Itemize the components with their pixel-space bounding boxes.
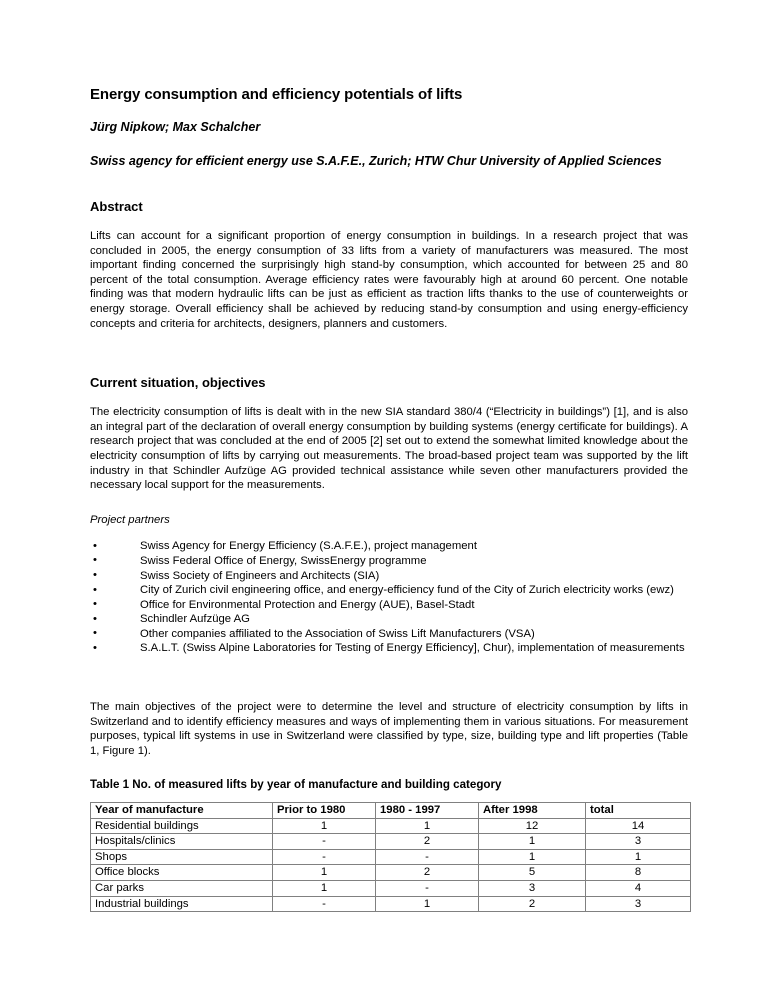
- table-body: [91, 818, 691, 912]
- table-row: [91, 834, 691, 850]
- cell-prior-1980: -: [273, 896, 376, 912]
- bullet-icon: •: [93, 598, 97, 611]
- list-item: [90, 554, 688, 569]
- cell-total: 3: [586, 834, 691, 850]
- cell-total: 3: [586, 896, 691, 912]
- cell-after-1998: 2: [479, 896, 586, 912]
- column-header-year-of-manufacture: Year of manufacture: [91, 803, 273, 819]
- list-item: [90, 641, 688, 656]
- cell-total: 4: [586, 881, 691, 897]
- list-item-label: Other companies affiliated to the Association of Swiss Lift Manufacturers (VSA): [140, 627, 535, 640]
- project-partners-label: Project partners: [90, 513, 170, 526]
- cell-1980-1997: 2: [376, 865, 479, 881]
- table-row: [91, 896, 691, 912]
- cell-building-category: Industrial buildings: [91, 896, 273, 912]
- cell-prior-1980: -: [273, 849, 376, 865]
- cell-total: 1: [586, 849, 691, 865]
- cell-after-1998: 3: [479, 881, 586, 897]
- bullet-icon: •: [93, 554, 97, 567]
- paragraph-spacer: [90, 493, 688, 513]
- cell-total: 8: [586, 865, 691, 881]
- cell-prior-1980: 1: [273, 865, 376, 881]
- bullet-icon: •: [93, 539, 97, 552]
- cell-1980-1997: 1: [376, 896, 479, 912]
- table-caption: Table 1 No. of measured lifts by year of manufacture and building category: [90, 778, 502, 792]
- cell-building-category: Residential buildings: [91, 818, 273, 834]
- list-item-label: Office for Environmental Protection and Energy (AUE), Basel-Stadt: [140, 598, 475, 611]
- cell-after-1998: 1: [479, 834, 586, 850]
- table-row: [91, 865, 691, 881]
- cell-1980-1997: -: [376, 881, 479, 897]
- cell-building-category: Office blocks: [91, 865, 273, 881]
- cell-1980-1997: 2: [376, 834, 479, 850]
- project-partners-list: [90, 539, 688, 656]
- column-header-after-1998: After 1998: [479, 803, 586, 819]
- cell-after-1998: 1: [479, 849, 586, 865]
- table-row: [91, 849, 691, 865]
- current-situation-paragraph-2: The main objectives of the project were to determine the level and structure of electricity consumption by lifts in Switzerland and to identify efficiency measures and ways of implementing them in various situations. For measurement purposes, typical lift systems in use in Switzerland were classified by type, size, building type and lift properties (Table 1, Figure 1).: [90, 701, 688, 757]
- bullet-icon: •: [93, 641, 97, 654]
- paragraph-spacer: [90, 758, 688, 778]
- list-item-label: Swiss Agency for Energy Efficiency (S.A.F.E.), project management: [140, 540, 477, 553]
- cell-total: 14: [586, 818, 691, 834]
- cell-building-category: Car parks: [91, 881, 273, 897]
- column-header-1980-1997: 1980 - 1997: [376, 803, 479, 819]
- cell-building-category: Hospitals/clinics: [91, 834, 273, 850]
- affiliation-line: Swiss agency for efficient energy use S.A.F.E., Zurich; HTW Chur University of Applied Sciences: [90, 154, 662, 168]
- list-item-label: Swiss Society of Engineers and Architects (SIA): [140, 569, 380, 582]
- column-header-prior-to-1980: Prior to 1980: [273, 803, 376, 819]
- table-header: [91, 803, 691, 819]
- list-item-label: S.A.L.T. (Swiss Alpine Laboratories for Testing of Energy Efficiency], Chur), implementation of measurements: [140, 642, 685, 655]
- current-situation-paragraph-1: The electricity consumption of lifts is dealt with in the new SIA standard 380/4 (“Electricity in buildings”) [1], and is also an integral part of the declaration of overall energy consumption by building systems (energy certificate for buildings). A research project that was concluded at the end of 2005 [2] set out to extend the somewhat limited knowledge about the electricity consumption of lifts by carrying out measurements. The broad-based project team was supported by the lift industry in that Schindler Aufzüge AG provided technical assistance while seven other manufacturers provided the necessary local support for the measurements.: [90, 406, 688, 492]
- list-item: [90, 583, 688, 598]
- cell-1980-1997: 1: [376, 818, 479, 834]
- bullet-icon: •: [93, 627, 97, 640]
- bullet-icon: •: [93, 612, 97, 625]
- abstract-heading: Abstract: [90, 199, 143, 214]
- column-header-total: total: [586, 803, 691, 819]
- abstract-paragraph: Lifts can account for a significant proportion of energy consumption in buildings. In a research project that was concluded in 2005, the energy consumption of 33 lifts from a variety of manufacturers was measured. The most important finding concerned the surprisingly high stand-by consumption, which accounted for between 25 and 80 percent of the total consumption. Average efficiency rates were favourably high at around 60 percent. One notable finding was that modern hydraulic lifts can be just as efficient as traction lifts thanks to the use of counterweights or energy storage. Overall efficiency shall be achieved by reducing stand-by consumption and using energy-efficiency concepts and criteria for architects, designers, planners and customers.: [90, 230, 688, 330]
- cell-after-1998: 5: [479, 865, 586, 881]
- cell-prior-1980: 1: [273, 881, 376, 897]
- list-item: [90, 598, 688, 613]
- section-spacer: [90, 331, 688, 375]
- section-spacer: [90, 656, 688, 700]
- bullet-icon: •: [93, 583, 97, 596]
- cell-1980-1997: -: [376, 849, 479, 865]
- cell-after-1998: 12: [479, 818, 586, 834]
- page-title: Energy consumption and efficiency potentials of lifts: [90, 86, 463, 103]
- list-item: [90, 569, 688, 584]
- table-row: [91, 818, 691, 834]
- table-row: [91, 881, 691, 897]
- list-item-label: City of Zurich civil engineering office, and energy-efficiency fund of the City of Zurich electricity works (ewz): [140, 584, 674, 597]
- cell-prior-1980: -: [273, 834, 376, 850]
- list-item-label: Swiss Federal Office of Energy, SwissEnergy programme: [140, 554, 427, 567]
- current-situation-heading: Current situation, objectives: [90, 375, 266, 391]
- authors-line: Jürg Nipkow; Max Schalcher: [90, 120, 261, 134]
- list-item: [90, 539, 688, 554]
- cell-prior-1980: 1: [273, 818, 376, 834]
- list-item: [90, 627, 688, 642]
- list-item: [90, 612, 688, 627]
- bullet-icon: •: [93, 569, 97, 581]
- table-header-row: [91, 803, 691, 819]
- cell-building-category: Shops: [91, 849, 273, 865]
- list-item-label: Schindler Aufzüge AG: [140, 613, 250, 626]
- measured-lifts-table: [90, 802, 691, 912]
